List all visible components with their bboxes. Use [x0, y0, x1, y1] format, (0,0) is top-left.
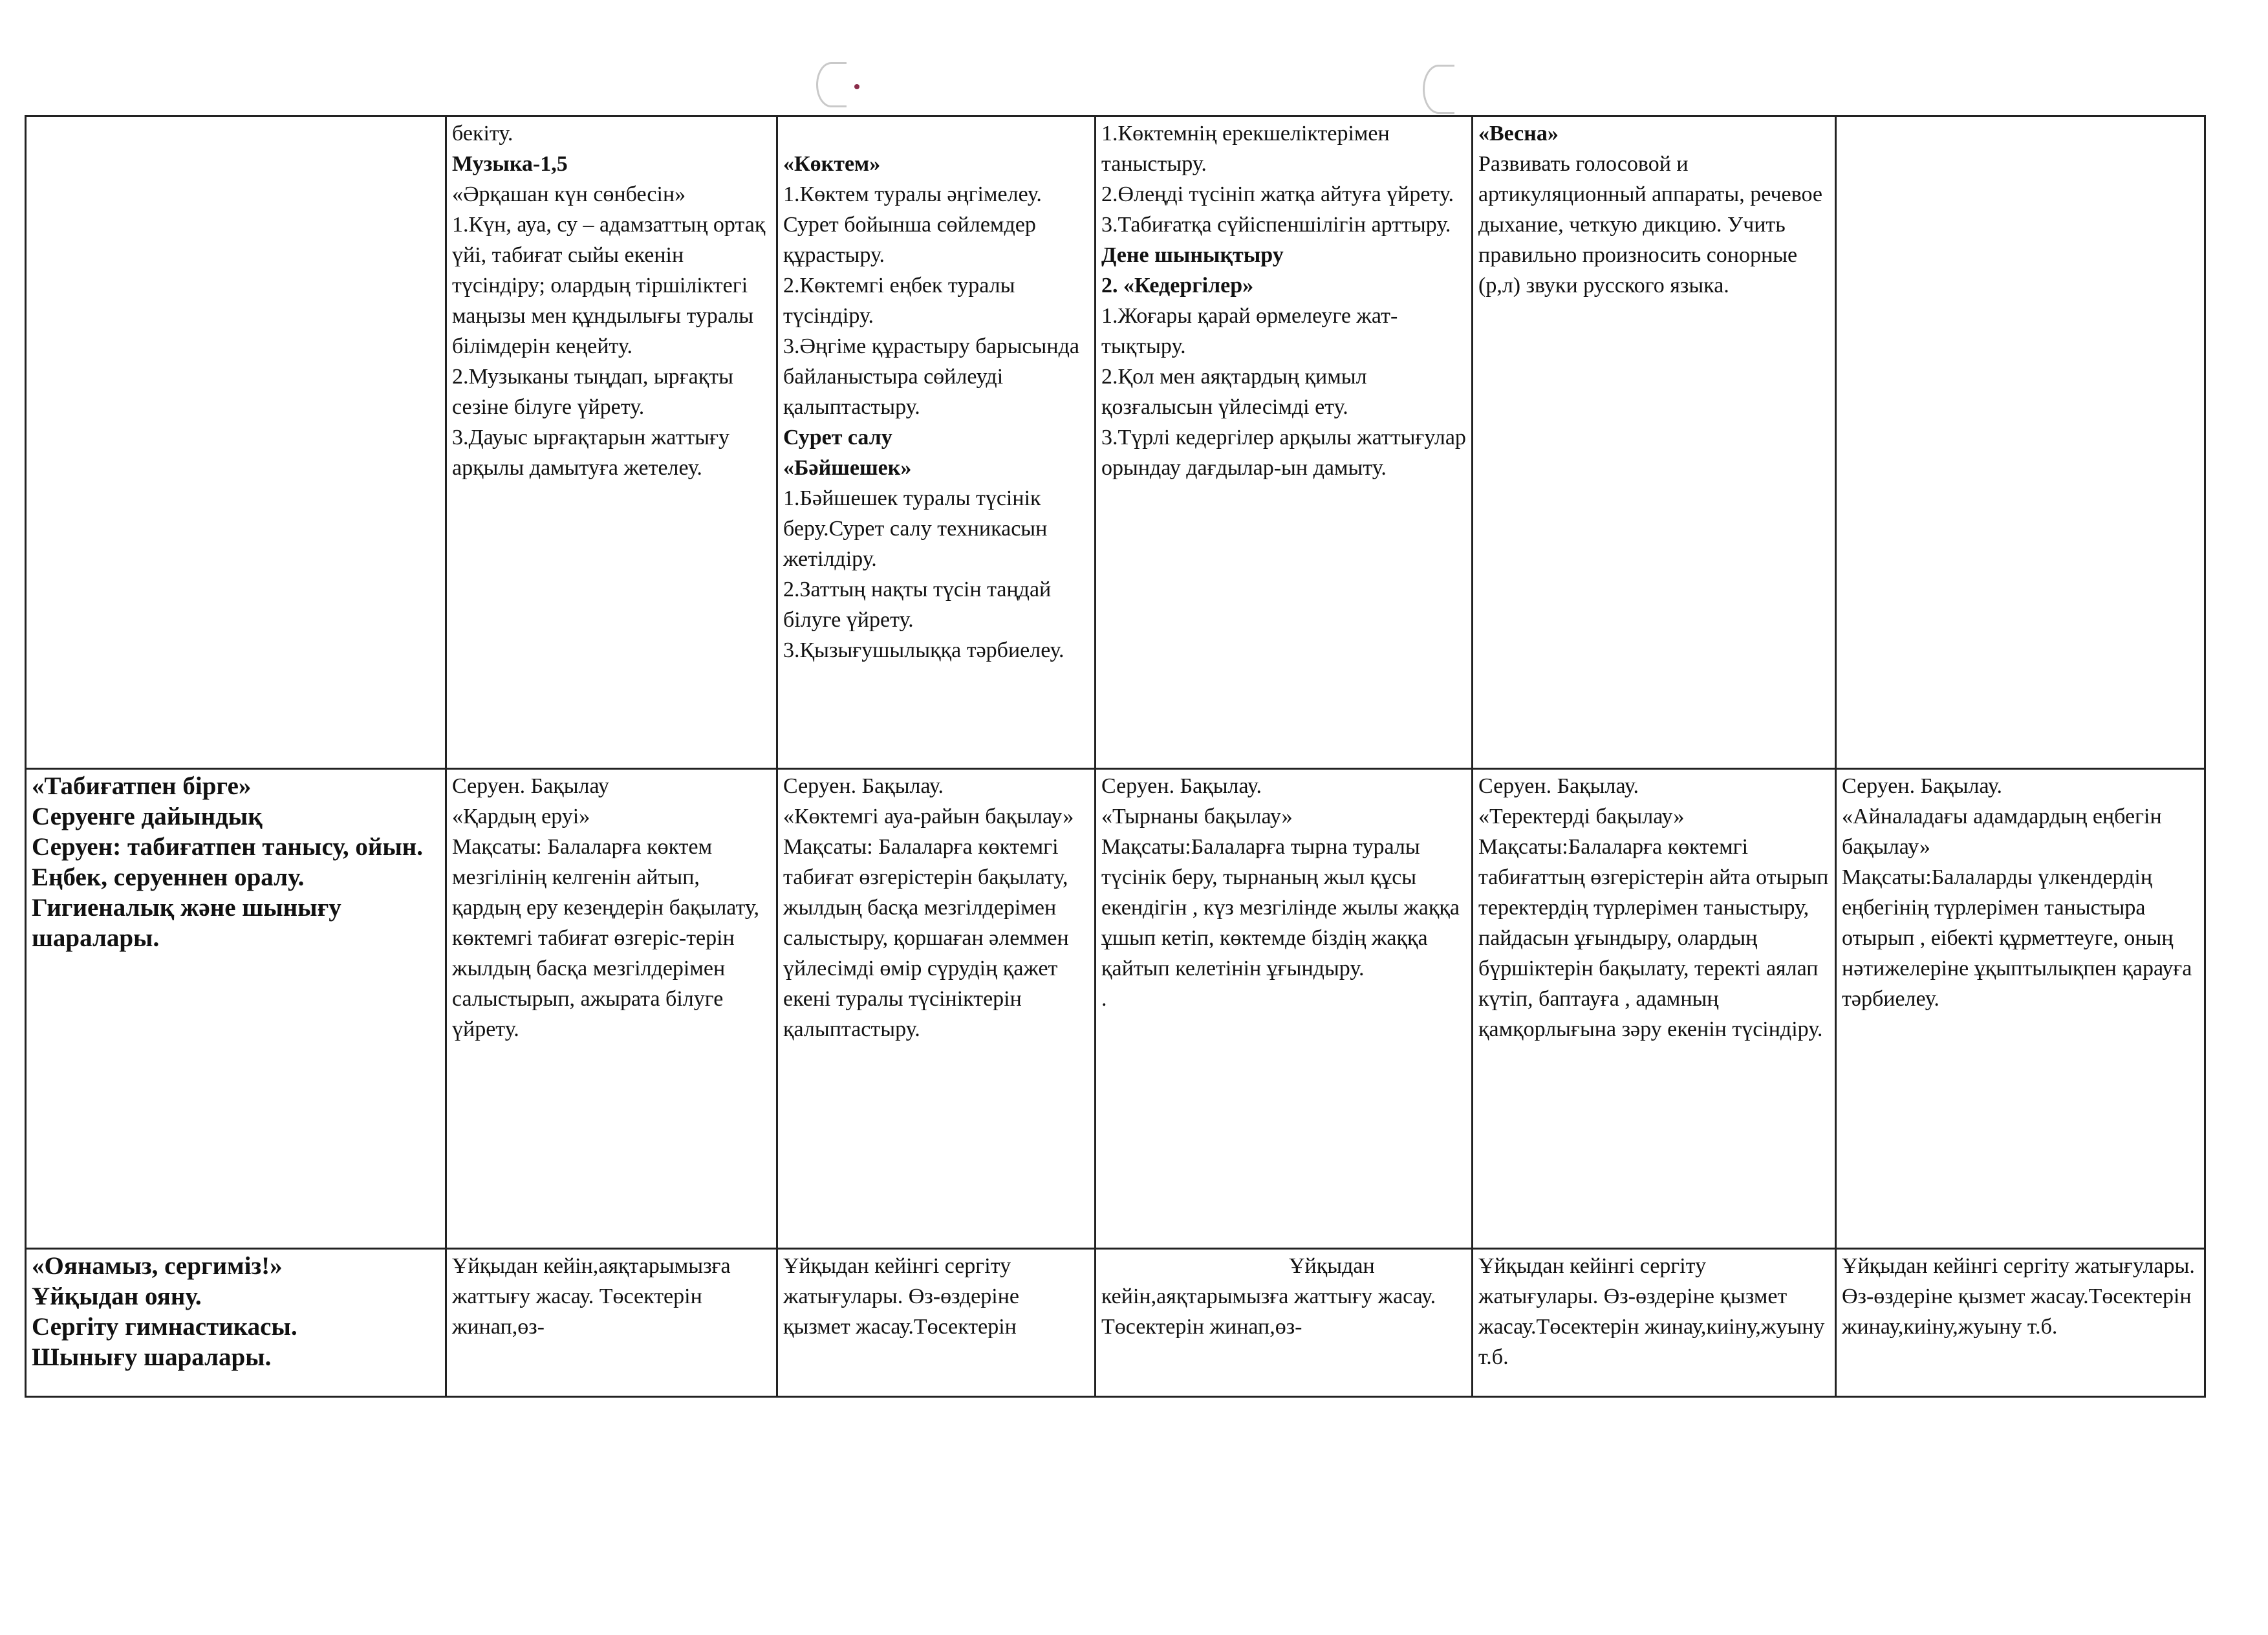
cell-text-line: 1.Көктемнің ерекшеліктерімен таныстыру.: [1101, 122, 1390, 176]
cell-text-line: «Весна»: [1478, 122, 1559, 146]
row-header-cell: [26, 1249, 446, 1397]
cell-text-line: Еңбек, серуеннен оралу.: [32, 863, 305, 891]
cell-text-line: Мақсаты:Балаларды үлкендердің еңбегінің түрлерімен таныстыра отырып , еібекті құрметтеуге, оның нәтижелеріне ұқыптылықпен қарауға тәрбиелеу.: [1842, 865, 2192, 1011]
table-cell: [1096, 1249, 1473, 1397]
table-cell: [26, 116, 446, 769]
cell-text-line: 2.Өлеңді түсініп жатқа айтуға үйрету.: [1101, 182, 1454, 206]
cell-text-line: Ұйқыдан: [1289, 1254, 1375, 1278]
cell-text-line: Серуен. Бақылау.: [1101, 774, 1262, 798]
cell-text-line: 3.Дауыс ырғақтарын жаттығу арқылы дамытуға жетелеу.: [452, 426, 730, 480]
table-cell: [1473, 769, 1836, 1249]
cell-text-line: «Көктемгі ауа-райын бақылау»: [783, 805, 1074, 828]
cell-text-line: бекіту.: [452, 122, 513, 146]
table-cell: [1096, 116, 1473, 769]
cell-text-line: [783, 118, 1089, 149]
cell-text-line: Гигиеналық және шынығу шаралары.: [32, 894, 341, 952]
table-cell: [446, 1249, 777, 1397]
ink-dot: [854, 84, 859, 89]
cell-text-line: 1.Күн, ауа, су – адамзаттың ортақ үйі, табиғат сыйы екенін түсіндіру; олардың тіршіліктегі маңызы мен құндылығы туралы білімдерін кеңейту.: [452, 213, 766, 358]
table-cell: [1096, 769, 1473, 1249]
cell-text-line: «Тырнаны бақылау»: [1101, 805, 1293, 828]
cell-text-line: Музыка-1,5: [452, 152, 568, 176]
cell-text-line: «Әрқашан күн сөнбесін»: [452, 182, 686, 206]
cell-text-line: Сергіту гимнастикасы.: [32, 1313, 297, 1341]
punch-hole-mark: [816, 62, 847, 107]
cell-text-line: 2. «Кедергілер»: [1101, 274, 1254, 298]
cell-text-line: Мақсаты:Балаларға көктемгі табиғаттың өзгерістерін айта отырып теректердің түрлерімен таныстыру, пайдасын ұғындыру, олардың бүршіктерін бақылату, теректі аялап күтіп, баптауға , адамның қамқорлығына зәру екенін түсіндіру.: [1478, 835, 1829, 1041]
table-cell: [1836, 1249, 2205, 1397]
table-cell: [1836, 769, 2205, 1249]
cell-text-line: «Көктем»: [783, 152, 881, 176]
cell-text-line: Серуен. Бақылау.: [1478, 774, 1639, 798]
table-cell: [777, 1249, 1096, 1397]
cell-text-line: Ұйқыдан кейінгі сергіту жатығулары. Өз-өздеріне қызмет жасау.Төсектерін: [783, 1254, 1020, 1339]
cell-text-line: 2.Заттың нақты түсін таңдай білуге үйрету.: [783, 578, 1052, 632]
cell-text-line: 2.Қол мен аяқтардың қимыл қозғалысын үйлесімді ету.: [1101, 365, 1367, 419]
cell-text-line: Мақсаты:Балаларға тырна туралы түсінік беру, тырнаның жыл құсы екендігін , күз мезгілінде жылы жаққа ұшып кетіп, көктемде біздің жаққа қайтып келетінін ұғындыру.: [1101, 835, 1460, 980]
cell-text-line: 3.Әңгіме құрастыру барысында байланыстыра сөйлеуді қалыптастыру.: [783, 334, 1079, 419]
cell-text-line: кейін,аяқтарымызға жаттығу жасау. Төсектерін жинап,өз-: [1101, 1284, 1436, 1339]
table-row: [26, 1249, 2205, 1397]
cell-text-line: «Оянамыз, сергиміз!»: [32, 1252, 283, 1280]
table-cell: [1473, 1249, 1836, 1397]
cell-text-line: 3.Табиғатқа сүйіспеншілігін арттыру.: [1101, 213, 1451, 237]
cell-text-line: 1.Көктем туралы әңгімелеу. Сурет бойынша сөйлемдер құрастыру.: [783, 182, 1042, 267]
table-row: [26, 769, 2205, 1249]
cell-text-line: .: [1101, 987, 1107, 1011]
cell-text-line: «Табиғатпен бірге»: [32, 772, 252, 800]
table-cell: [446, 116, 777, 769]
punch-hole-mark: [1423, 65, 1454, 114]
cell-text-line: Ұйқыдан кейін,аяқтарымызға жаттығу жасау. Төсектерін жинап,өз-: [452, 1254, 731, 1339]
table-row: [26, 116, 2205, 769]
cell-text-line: Мақсаты: Балаларға көктемгі табиғат өзгерістерін бақылату, жылдың басқа мезгілдерімен салыстыру, қоршаған әлеммен үйлесімді өмір сүрудің қажет екені туралы түсініктерін қалыптастыру.: [783, 835, 1069, 1041]
cell-text-line: «Бәйшешек»: [783, 456, 912, 480]
cell-text-line: Дене шынықтыру: [1101, 243, 1284, 267]
cell-text-line: «Теректерді бақылау»: [1478, 805, 1685, 828]
cell-text-line: Шынығу шаралары.: [32, 1343, 272, 1371]
cell-text-line: Серуенге дайындық: [32, 803, 263, 830]
table-cell: [777, 116, 1096, 769]
cell-text-line: 1.Бәйшешек туралы түсінік беру.Сурет салу техникасын жетілдіру.: [783, 486, 1048, 571]
weekly-plan-table: [25, 115, 2206, 1398]
cell-text-line: Серуен. Бақылау.: [1842, 774, 2002, 798]
cell-text-line: Ұйқыдан ояну.: [32, 1283, 202, 1310]
cell-text-line: 2.Музыканы тыңдап, ырғақты сезіне білуге үйрету.: [452, 365, 733, 419]
table-cell: [777, 769, 1096, 1249]
table-cell: [446, 769, 777, 1249]
cell-text-line: «Қардың еруі»: [452, 805, 590, 828]
cell-text-line: «Айналадағы адамдардың еңбегін бақылау»: [1842, 805, 2162, 859]
cell-text-line: 3.Қызығушылыққа тәрбиелеу.: [783, 638, 1064, 662]
cell-text-line: Развивать голосовой и артикуляционный аппараты, речевое дыхание, четкую дикцию. Учить правильно произносить сонорные (р,л) звуки русского языка.: [1478, 152, 1822, 298]
cell-text-line: 2.Көктемгі еңбек туралы түсіндіру.: [783, 274, 1015, 328]
cell-text-line: 1.Жоғары қарай өрмелеуге жат-тықтыру.: [1101, 304, 1398, 358]
table-cell: [1836, 116, 2205, 769]
cell-text-line: Серуен. Бақылау.: [783, 774, 944, 798]
cell-text-line: Сурет салу: [783, 426, 892, 449]
cell-text-line: Серуен: табиғатпен танысу, ойын.: [32, 833, 423, 861]
cell-text-line: Серуен. Бақылау: [452, 774, 609, 798]
row-header-cell: [26, 769, 446, 1249]
table-cell: [1473, 116, 1836, 769]
cell-text-line: Мақсаты: Балаларға көктем мезгілінің келгенін айтып, қардың еру кезеңдерін бақылату, көктемгі табиғат өзгеріс-терін жылдың басқа мезгілдерімен салыстырып, ажырата білуге үйрету.: [452, 835, 760, 1041]
cell-text-line: Ұйқыдан кейінгі сергіту жатығулары. Өз-өздеріне қызмет жасау.Төсектерін жинау,киіну,жуыну т.б.: [1842, 1254, 2195, 1339]
cell-text-line: Ұйқыдан кейінгі сергіту жатығулары. Өз-өздеріне қызмет жасау.Төсектерін жинау,киіну,жуыну т.б.: [1478, 1254, 1825, 1369]
cell-text-line: 3.Түрлі кедергілер арқылы жаттығулар орындау дағдылар-ын дамыту.: [1101, 426, 1466, 480]
